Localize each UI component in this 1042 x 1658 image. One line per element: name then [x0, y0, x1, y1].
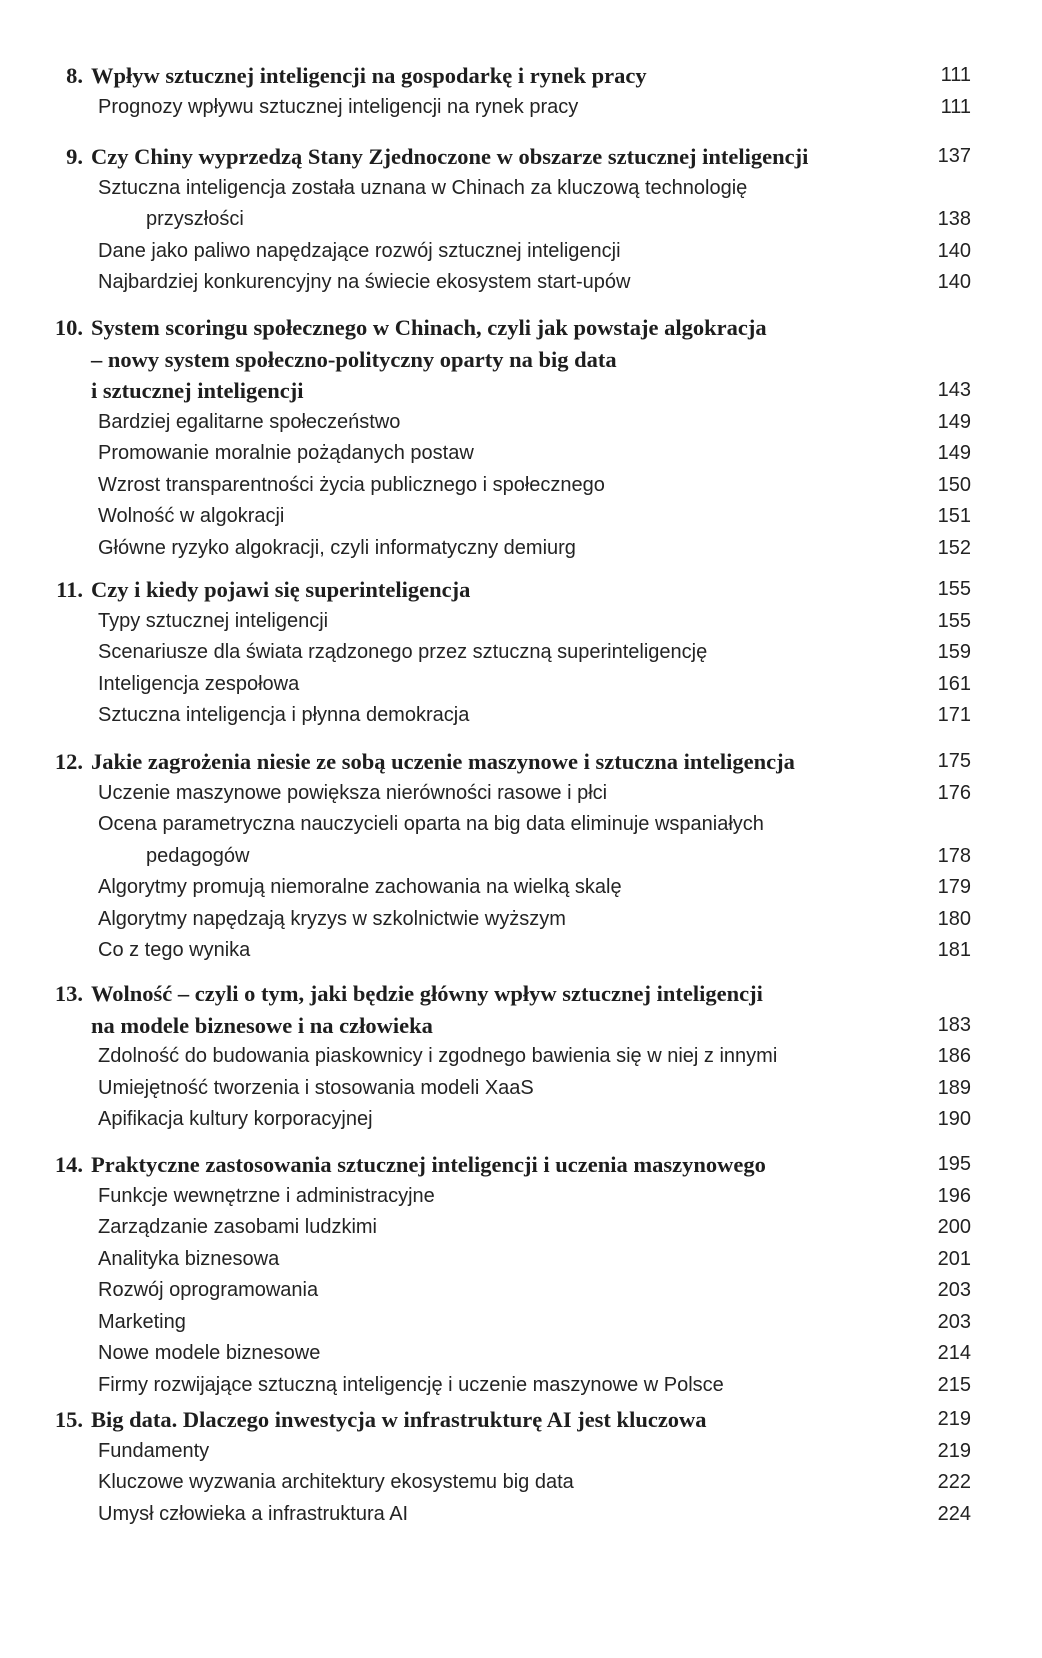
section-title: Algorytmy napędzają kryzys w szkolnictwie wyższym [98, 907, 566, 930]
chapter-heading [0, 746, 1042, 778]
page-number: 151 [937, 505, 971, 527]
section-entry [0, 1041, 1042, 1073]
section-entry [0, 501, 1042, 533]
section-entry [0, 637, 1042, 669]
page-number: 181 [937, 939, 971, 961]
section-entry [0, 267, 1042, 299]
page-number: 176 [937, 781, 971, 804]
page-number: 183 [937, 1013, 971, 1036]
page-number: 152 [937, 536, 971, 559]
section-entry [0, 904, 1042, 936]
section-title: Analityka biznesowa [98, 1247, 280, 1270]
page-number: 179 [937, 876, 971, 898]
page-number: 140 [937, 239, 971, 262]
chapter-number: 12. [54, 749, 83, 774]
section-entry [0, 700, 1042, 732]
page-number: 222 [937, 1471, 971, 1493]
section-title: Prognozy wpływu sztucznej inteligencji na rynek pracy [98, 95, 579, 118]
section-title: Główne ryzyko algokracji, czyli informatyczny demiurg [98, 536, 576, 559]
section-title: Marketing [98, 1310, 186, 1333]
chapter-8 [0, 60, 1042, 123]
section-title [98, 809, 886, 872]
section-title: Bardziej egalitarne społeczeństwo [98, 410, 401, 433]
chapter-14 [0, 1149, 1042, 1401]
page-number: 111 [940, 64, 971, 86]
page-number: 219 [937, 1408, 971, 1430]
section-title: Typy sztucznej inteligencji [98, 609, 329, 632]
page-number: 224 [937, 1502, 971, 1525]
section-title: Fundamenty [98, 1439, 210, 1462]
section-entry [0, 606, 1042, 638]
section-title: Sztuczna inteligencja i płynna demokracja [98, 704, 470, 726]
chapter-title: Czy i kiedy pojawi się superinteligencja [91, 577, 471, 602]
page-number: 161 [937, 672, 971, 695]
page-number: 214 [937, 1342, 971, 1364]
section-title: Apifikacja kultury korporacyjnej [98, 1108, 373, 1130]
chapter-number: 13. [54, 981, 83, 1006]
page-number: 215 [937, 1373, 971, 1396]
section-entry [0, 1370, 1042, 1402]
page-number: 203 [937, 1310, 971, 1333]
section-entry [0, 809, 1042, 872]
section-title: Umysł człowieka a infrastruktura AI [98, 1502, 409, 1525]
section-title: Algorytmy promują niemoralne zachowania na wielką skalę [98, 876, 622, 898]
chapter-10 [0, 312, 1042, 564]
section-title: Co z tego wynika [98, 939, 251, 961]
chapter-12 [0, 746, 1042, 967]
page-number: 200 [937, 1216, 971, 1238]
page-number: 155 [937, 609, 971, 632]
page-number: 143 [937, 379, 971, 401]
section-entry [0, 1104, 1042, 1136]
section-title-line: Sztuczna inteligencja została uznana w Chinach za kluczową technologię [98, 176, 748, 199]
chapter-heading [0, 141, 1042, 173]
page-number: 196 [937, 1184, 971, 1207]
page-number: 186 [937, 1045, 971, 1067]
section-title-continuation: przyszłości [146, 208, 244, 230]
chapter-number: 14. [54, 1152, 83, 1177]
section-title: Umiejętność tworzenia i stosowania modeli XaaS [98, 1076, 534, 1099]
chapter-heading [0, 60, 1042, 92]
chapter-title: Czy Chiny wyprzedzą Stany Zjednoczone w obszarze sztucznej inteligencji [91, 144, 809, 169]
page-number: 195 [937, 1153, 971, 1175]
section-entry [0, 1275, 1042, 1307]
page-number: 175 [937, 750, 971, 772]
section-entry [0, 778, 1042, 810]
chapter-heading [0, 312, 1042, 407]
chapter-title: Praktyczne zastosowania sztucznej inteligencji i uczenia maszynowego [91, 1152, 766, 1177]
page-number: 140 [937, 271, 971, 293]
section-entry [0, 1436, 1042, 1468]
section-title: Kluczowe wyzwania architektury ekosystemu big data [98, 1471, 574, 1493]
chapter-title: Wpływ sztucznej inteligencji na gospodarkę i rynek pracy [91, 63, 647, 88]
page-number: 111 [940, 95, 971, 118]
section-title: Zdolność do budowania piaskownicy i zgodnego bawienia się w niej z innymi [98, 1045, 778, 1067]
section-entry [0, 438, 1042, 470]
chapter-heading [0, 1404, 1042, 1436]
chapter-title: Wolność – czyli o tym, jaki będzie główny wpływ sztucznej inteligencji na modele biznesowe i na człowieka [91, 981, 763, 1038]
page-number: 190 [937, 1108, 971, 1130]
section-title: Promowanie moralnie pożądanych postaw [98, 442, 474, 464]
section-entry [0, 407, 1042, 439]
page-number: 149 [937, 442, 971, 464]
page-number: 180 [937, 907, 971, 930]
section-entry [0, 1212, 1042, 1244]
section-title: Inteligencja zespołowa [98, 672, 300, 695]
section-title: Zarządzanie zasobami ludzkimi [98, 1216, 378, 1238]
page-number: 203 [937, 1279, 971, 1301]
page-number: 159 [937, 641, 971, 663]
section-entry [0, 236, 1042, 268]
section-entry [0, 669, 1042, 701]
section-title-line: Ocena parametryczna nauczycieli oparta na big data eliminuje wspaniałych [98, 813, 764, 835]
chapter-15 [0, 1404, 1042, 1530]
section-title: Rozwój oprogramowania [98, 1279, 319, 1301]
page-number: 138 [937, 208, 971, 230]
section-entry [0, 533, 1042, 565]
chapter-heading [0, 574, 1042, 606]
chapter-title: System scoringu społecznego w Chinach, czyli jak powstaje algokracja – nowy system społeczno-polityczny oparty na big data i sztucznej inteligencji [91, 315, 767, 403]
section-title: Dane jako paliwo napędzające rozwój sztucznej inteligencji [98, 239, 621, 262]
section-entry [0, 1338, 1042, 1370]
page-number: 178 [937, 844, 971, 867]
page-number: 189 [937, 1076, 971, 1099]
page-number: 137 [937, 145, 971, 167]
page-number: 201 [937, 1247, 971, 1270]
chapter-title: Big data. Dlaczego inwestycja w infrastrukturę AI jest kluczowa [91, 1407, 707, 1432]
chapter-number: 9. [66, 144, 83, 169]
chapter-9 [0, 141, 1042, 299]
section-entry [0, 872, 1042, 904]
chapter-13 [0, 978, 1042, 1136]
section-title: Firmy rozwijające sztuczną inteligencję i uczenie maszynowe w Polsce [98, 1373, 724, 1396]
section-entry [0, 1073, 1042, 1105]
section-title: Wzrost transparentności życia publicznego i społecznego [98, 473, 605, 496]
section-entry [0, 470, 1042, 502]
chapter-number: 11. [56, 577, 83, 602]
section-entry [0, 1467, 1042, 1499]
section-title [98, 173, 886, 236]
page-number: 155 [937, 578, 971, 600]
page-number: 171 [937, 704, 971, 726]
section-entry [0, 935, 1042, 967]
page-number: 149 [937, 410, 971, 433]
chapter-heading [0, 1149, 1042, 1181]
page-number: 150 [937, 473, 971, 496]
chapter-number: 8. [66, 63, 83, 88]
chapter-number: 10. [54, 315, 83, 340]
section-title: Najbardziej konkurencyjny na świecie ekosystem start-upów [98, 271, 631, 293]
section-entry [0, 173, 1042, 236]
section-title: Scenariusze dla świata rządzonego przez sztuczną superinteligencję [98, 641, 708, 663]
section-title: Wolność w algokracji [98, 505, 285, 527]
section-entry [0, 1244, 1042, 1276]
page-number: 219 [937, 1439, 971, 1462]
chapter-heading [0, 978, 1042, 1041]
section-title-continuation: pedagogów [146, 844, 250, 867]
section-title: Funkcje wewnętrzne i administracyjne [98, 1184, 435, 1207]
section-entry [0, 1181, 1042, 1213]
chapter-number: 15. [54, 1407, 83, 1432]
section-title: Uczenie maszynowe powiększa nierówności rasowe i płci [98, 781, 608, 804]
section-entry [0, 1499, 1042, 1531]
chapter-title: Jakie zagrożenia niesie ze sobą uczenie maszynowe i sztuczna inteligencja [91, 749, 795, 774]
chapter-11 [0, 574, 1042, 732]
section-entry [0, 1307, 1042, 1339]
section-entry [0, 92, 1042, 124]
section-title: Nowe modele biznesowe [98, 1342, 321, 1364]
